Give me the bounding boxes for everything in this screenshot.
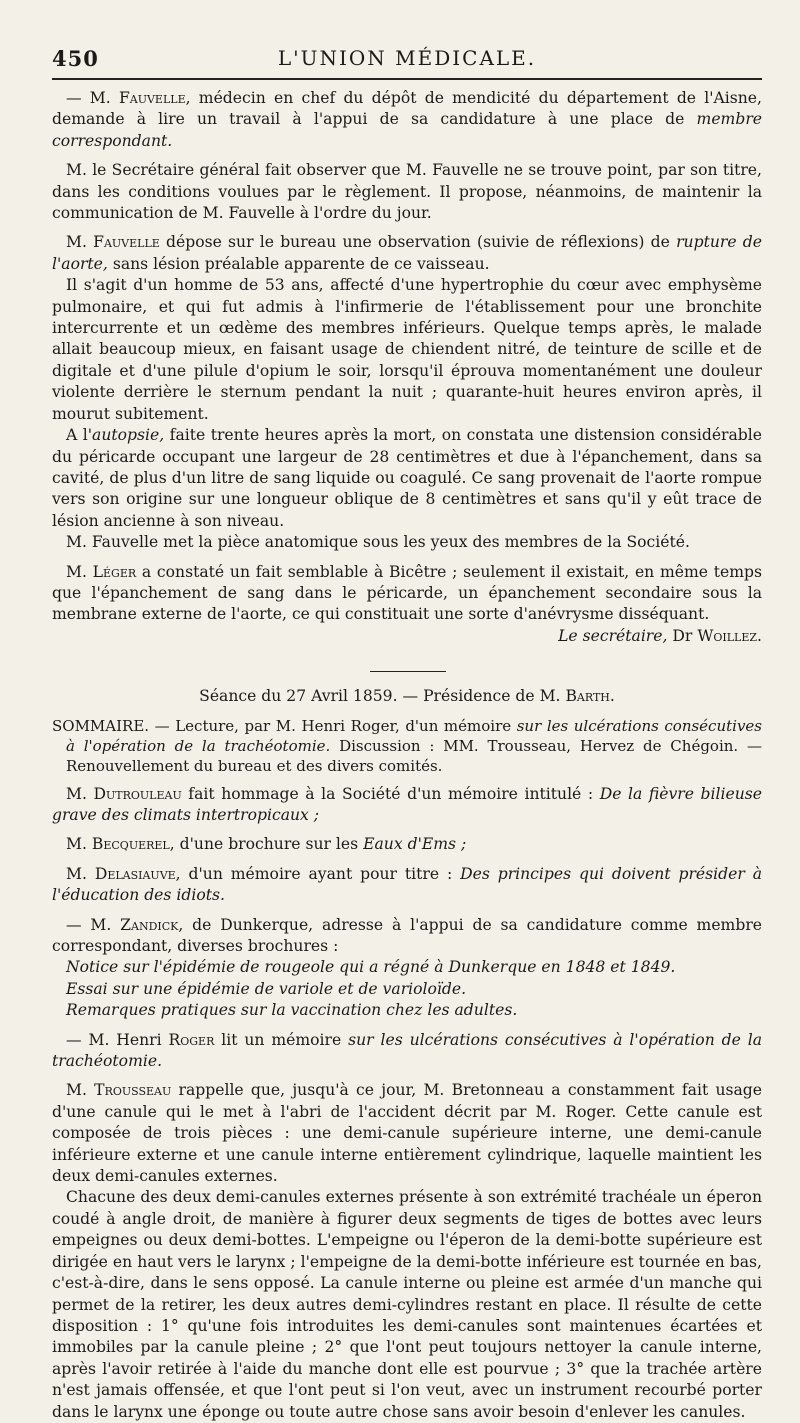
paragraph-leger: M. Léger a constaté un fait semblable à Bicêtre ; seulement il existait, en même temps que l'épanchement de sang dans le péricarde, un épanchement secondaire sous la membrane externe de l'aorte, ce qui constituait une sorte d'anévrysme disséquant. xyxy=(52,562,762,624)
paragraph-zandick: — M. Zandick, de Dunkerque, adresse à l'appui de sa candidature comme membre correspondant, diverses brochures : xyxy=(52,915,762,955)
person-name: Fauvelle xyxy=(118,89,186,107)
secretary-signature: Le secrétaire, Dr Woillez. xyxy=(558,626,762,645)
person-name: Delasiauve xyxy=(94,864,176,883)
paragraph-trousseau: M. Trousseau rappelle que, jusqu'à ce jour, M. Bretonneau a constamment fait usage d'une canule qui le met à l'abri de l'accident décrit par M. Roger. Cette canule est composée de trois pièces : une demi-canule supérieure interne, une demi-canule inférieure externe et une canule interne entièrement cylindrique, laquelle maintient les deux demi-canules externes. xyxy=(52,1081,763,1186)
section-divider xyxy=(370,671,446,672)
person-name: Trousseau xyxy=(94,1081,172,1100)
person-name: Fauvelle xyxy=(93,233,160,252)
paragraph-case-history: Il s'agit d'un homme de 53 ans, affecté d'une hypertrophie du cœur avec emphysème pulmonaire, et qui fut admis à l'infirmerie de l'établissement pour une bronchite intercurrente et un œdème des membres inférieurs. Quelque temps après, le malade allait beaucoup mieux, en faisant usage de chiendent nitré, de teinture de scille et de digitale et d'une pilule d'opium le soir, lorsqu'il éprouva momentanément une douleur violente derrière le sternum pendant la nuit ; quarante-huit heures environ après, il mourut subitement. xyxy=(52,276,762,423)
person-name: Zandick xyxy=(120,915,179,934)
session-summary: SOMMAIRE. — Lecture, par M. Henri Roger, d'un mémoire sur les ulcérations consécutives à l'opération de la trachéotomie. Discussion : MM. Trousseau, Hervez de Chégoin. — Renouvellement du bureau et des divers comités. xyxy=(52,716,762,775)
paragraph-roger: — M. Henri Roger lit un mémoire sur les ulcérations consécutives à l'opération de la trachéotomie. xyxy=(52,1030,763,1071)
brochure-list xyxy=(52,957,762,1021)
paragraph-becquerel: M. Becquerel, d'une brochure sur les Eaux d'Ems ; xyxy=(66,835,467,854)
session-heading: Séance du 27 Avril 1859. — Présidence de M. Barth. xyxy=(199,687,615,706)
person-name: Dutrouleau xyxy=(93,784,182,803)
paragraph-canule-description: Chacune des deux demi-canules externes présente à son extrémité trachéale un éperon coudé à angle droit, de manière à figurer deux segments de tiges de bottes avec leurs empeignes ou deux demi-bottes. L'empeigne ou l'éperon de la demi-botte supérieure est dirigée en haut vers le larynx ; l'empeigne de la demi-botte inférieure est tournée en bas, c'est-à-dire, dans le sens opposé. La canule interne ou pleine est armée d'un manche qui permet de la retirer, les deux autres demi-cylindres restant en place. Il résulte de cette disposition : 1° qu'une fois introduites les demi-canules sont maintenues écartées et immobiles par la canule pleine ; 2° que l'ont peut toujours nettoyer la canule interne, après l'avoir retirée à l'aide du manche dont elle est pourvue ; 3° que la trachée artère n'est jamais offensée, et que l'ont peut si l'on veut, avec un instrument recourbé porter dans le larynx une éponge ou toute autre chose sans avoir besoin d'enlever les canules. xyxy=(52,1188,762,1421)
running-title: L'UNION MÉDICALE. xyxy=(277,46,537,70)
paragraph-secretary-remark: M. le Secrétaire général fait observer que M. Fauvelle ne se trouve point, par son titre, dans les conditions voulues par le règlement. Il propose, néanmoins, de maintenir la communication de M. Fauvelle à l'ordre du jour. xyxy=(52,161,762,223)
paragraph-autopsy: A l'autopsie, faite trente heures après la mort, on constata une distension considérable du péricarde occupant une largeur de 28 centimètres et due à l'épanchement, dans sa cavité, de plus d'un litre de sang liquide ou coagulé. Ce sang provenait de l'aorte rompue vers son origine sur une longueur oblique de 8 centimètres et sans qu'il y eût trace de lésion ancienne à son niveau. xyxy=(52,426,762,530)
list-item: Essai sur une épidémie de variole et de varioloïde. xyxy=(66,979,467,998)
person-name: Léger xyxy=(92,562,137,581)
paragraph-fauvelle-observation: M. Fauvelle dépose sur le bureau une observation (suivie de réflexions) de rupture de l'aorte, sans lésion préalable apparente de ce vaisseau. xyxy=(52,233,762,273)
paragraph-delasiauve: M. Delasiauve, d'un mémoire ayant pour titre : Des principes qui doivent présider à l'éducation des idiots. xyxy=(52,864,762,905)
list-item: Notice sur l'épidémie de rougeole qui a régné à Dunkerque en 1848 et 1849. xyxy=(66,958,676,977)
paragraph-specimen: M. Fauvelle met la pièce anatomique sous les yeux des membres de la Société. xyxy=(66,533,690,552)
page-number: 450 xyxy=(52,46,99,71)
person-name: Roger xyxy=(168,1030,215,1049)
paragraph-fauvelle-request: — M. Fauvelle, médecin en chef du dépôt de mendicité du département de l'Aisne, demande à lire un travail à l'appui de sa candidature à une place de membre correspondant. xyxy=(52,89,762,150)
list-item: Remarques pratiques sur la vaccination chez les adultes. xyxy=(66,1001,518,1020)
person-name: Becquerel xyxy=(91,835,170,854)
paragraph-dutrouleau: M. Dutrouleau fait hommage à la Société d'un mémoire intitulé : De la fièvre bilieuse grave des climats intertropicaux ; xyxy=(52,784,762,824)
page-header xyxy=(52,42,762,80)
page-body xyxy=(52,88,762,1423)
